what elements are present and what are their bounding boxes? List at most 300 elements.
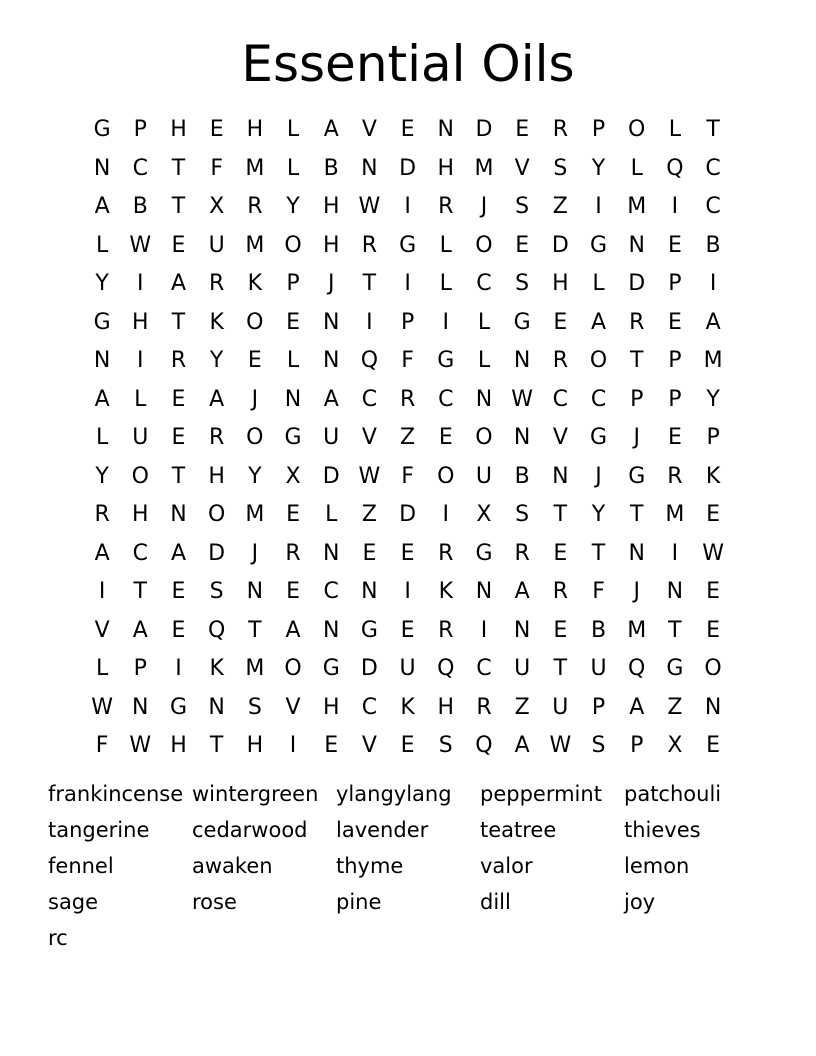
grid-letter: P (630, 733, 644, 759)
grid-letter: A (94, 386, 110, 412)
grid-letter: Q (207, 617, 226, 643)
grid-letter: V (94, 617, 110, 643)
grid-letter: V (514, 155, 530, 181)
grid-letter: Z (552, 194, 568, 220)
grid-letter: P (630, 386, 644, 412)
grid-letter: K (209, 656, 224, 682)
word-list-item: tangerine (48, 818, 150, 842)
grid-letter: E (324, 733, 339, 759)
grid-letter: W (129, 232, 152, 258)
grid-letter: E (400, 117, 415, 143)
grid-letter: N (322, 348, 340, 374)
grid-letter: B (590, 617, 607, 643)
grid-letter: C (590, 386, 607, 412)
grid-letter: A (94, 194, 110, 220)
grid-letter: H (246, 117, 264, 143)
grid-letter: N (628, 540, 645, 566)
grid-letter: H (552, 271, 569, 297)
grid-letter: M (627, 617, 647, 643)
grid-letter: W (91, 694, 113, 720)
grid-letter: P (706, 425, 720, 451)
grid-letter: U (132, 425, 149, 451)
grid-letter: P (286, 271, 300, 297)
grid-letter: K (400, 694, 415, 720)
grid-letter: U (552, 694, 569, 720)
grid-letter: Q (628, 656, 646, 682)
grid-letter: D (322, 463, 340, 489)
grid-letter: O (589, 348, 608, 374)
grid-letter: G (360, 617, 378, 643)
grid-letter: P (591, 694, 606, 720)
grid-letter: A (94, 540, 110, 566)
grid-letter: V (361, 117, 377, 143)
grid-letter: C (705, 155, 721, 181)
grid-letter: L (134, 386, 147, 412)
grid-letter: I (404, 194, 411, 220)
grid-letter: U (475, 463, 493, 489)
grid-letter: T (629, 348, 644, 374)
word-list-item: dill (480, 890, 511, 914)
grid-letter: Z (667, 694, 683, 720)
grid-letter: I (404, 579, 411, 605)
grid-letter: G (437, 348, 455, 374)
grid-letter: Y (248, 463, 262, 489)
grid-letter: I (289, 733, 297, 759)
grid-letter: W (511, 386, 534, 412)
grid-letter: J (480, 194, 488, 220)
grid-letter: W (358, 463, 381, 489)
grid-letter: T (362, 271, 377, 297)
grid-letter: G (590, 425, 608, 451)
grid-letter: S (209, 579, 224, 605)
grid-letter: A (323, 117, 339, 143)
grid-letter: N (170, 502, 187, 528)
grid-letter: O (131, 463, 149, 489)
grid-letter: O (628, 117, 646, 143)
grid-letter: I (366, 309, 373, 335)
grid-letter: E (553, 540, 568, 566)
word-list-item: thieves (624, 818, 701, 842)
grid-letter: M (665, 502, 685, 528)
grid-letter: M (245, 502, 265, 528)
grid-letter: T (668, 617, 682, 643)
grid-letter: P (133, 656, 147, 682)
grid-letter: S (247, 694, 262, 720)
grid-letter: N (552, 463, 569, 489)
word-list-item: lemon (624, 854, 690, 878)
grid-letter: G (169, 694, 187, 720)
grid-letter: A (285, 617, 301, 643)
grid-letter: T (171, 194, 186, 220)
grid-letter: Y (209, 348, 224, 374)
grid-letter: C (132, 155, 148, 181)
grid-letter: M (474, 155, 494, 181)
grid-letter: N (513, 425, 531, 451)
grid-letter: B (323, 155, 339, 181)
letter-grid (83, 111, 732, 766)
grid-letter: D (208, 540, 226, 566)
grid-letter: E (515, 232, 530, 258)
grid-letter: Y (591, 502, 606, 528)
grid-letter: I (442, 502, 450, 528)
grid-letter: H (246, 733, 264, 759)
grid-letter: P (400, 309, 415, 335)
grid-letter: D (628, 271, 646, 297)
grid-letter: I (442, 309, 450, 335)
grid-letter: N (513, 348, 531, 374)
grid-letter: O (475, 425, 493, 451)
grid-letter: Y (706, 386, 720, 412)
grid-letter: N (93, 348, 111, 374)
grid-letter: E (286, 502, 300, 528)
grid-letter: W (129, 733, 152, 759)
grid-letter: X (476, 502, 492, 528)
grid-letter: A (514, 733, 530, 759)
grid-letter: R (399, 386, 416, 412)
grid-letter: D (399, 155, 417, 181)
grid-letter: C (476, 271, 492, 297)
grid-letter: J (251, 540, 259, 566)
grid-letter: G (399, 232, 417, 258)
grid-letter: N (322, 540, 340, 566)
grid-letter: A (132, 617, 148, 643)
grid-letter: E (667, 309, 682, 335)
grid-letter: O (207, 502, 226, 528)
grid-letter: E (438, 425, 453, 451)
grid-letter: R (170, 348, 187, 374)
grid-letter: A (170, 540, 186, 566)
grid-letter: K (438, 579, 453, 605)
grid-letter: R (629, 309, 645, 335)
grid-letter: N (208, 694, 225, 720)
grid-letter: R (667, 463, 683, 489)
grid-letter: T (629, 502, 644, 528)
grid-letter: V (361, 425, 377, 451)
grid-letter: E (286, 309, 300, 335)
grid-letter: N (628, 232, 645, 258)
grid-letter: Y (95, 463, 109, 489)
grid-letter: G (666, 656, 684, 682)
word-list-item: wintergreen (192, 782, 319, 806)
word-list-item: thyme (336, 854, 404, 878)
grid-letter: G (475, 540, 493, 566)
grid-letter: S (515, 271, 530, 297)
grid-letter: G (628, 463, 646, 489)
page-title: Essential Oils (241, 35, 575, 93)
grid-letter: D (475, 117, 493, 143)
grid-letter: A (514, 579, 530, 605)
word-list-item: valor (480, 854, 533, 878)
grid-letter: Q (360, 348, 379, 374)
grid-letter: H (322, 694, 340, 720)
grid-letter: E (286, 579, 300, 605)
grid-letter: R (361, 232, 378, 258)
grid-letter: I (480, 617, 488, 643)
grid-letter: N (322, 309, 340, 335)
grid-letter: F (592, 579, 605, 605)
grid-letter: A (209, 386, 225, 412)
grid-letter: D (399, 502, 417, 528)
grid-letter: E (667, 425, 682, 451)
grid-letter: C (705, 194, 721, 220)
grid-letter: A (629, 694, 645, 720)
word-list-item: joy (624, 890, 656, 914)
grid-letter: V (552, 425, 568, 451)
grid-letter: K (247, 271, 263, 297)
grid-letter: T (553, 656, 568, 682)
grid-letter: X (285, 463, 301, 489)
grid-letter: V (285, 694, 301, 720)
grid-letter: T (553, 502, 568, 528)
grid-letter: O (704, 656, 722, 682)
grid-letter: E (706, 579, 721, 605)
grid-letter: C (361, 386, 378, 412)
word-list-item: peppermint (480, 782, 602, 806)
grid-letter: W (358, 194, 381, 220)
grid-letter: L (630, 155, 643, 181)
grid-letter: X (667, 733, 683, 759)
grid-letter: R (514, 540, 530, 566)
grid-letter: E (171, 232, 186, 258)
grid-letter: E (553, 617, 568, 643)
grid-letter: P (133, 117, 147, 143)
grid-letter: L (95, 425, 109, 451)
grid-letter: I (175, 656, 182, 682)
grid-letter: T (171, 463, 186, 489)
grid-letter: H (170, 117, 187, 143)
grid-letter: C (476, 656, 492, 682)
grid-letter: B (705, 232, 721, 258)
grid-letter: O (284, 232, 302, 258)
grid-letter: P (591, 117, 606, 143)
grid-letter: N (246, 579, 264, 605)
grid-letter: Y (286, 194, 300, 220)
grid-letter: O (246, 425, 264, 451)
grid-letter: I (709, 271, 717, 297)
word-list-item: frankincense (48, 782, 184, 806)
grid-letter: X (209, 194, 225, 220)
grid-letter: N (666, 579, 684, 605)
grid-letter: H (322, 232, 340, 258)
grid-letter: N (704, 694, 722, 720)
grid-letter: K (705, 463, 721, 489)
grid-letter: O (475, 232, 493, 258)
grid-letter: H (437, 694, 455, 720)
word-list-item: lavender (336, 818, 429, 842)
grid-letter: N (361, 155, 378, 181)
grid-letter: Q (666, 155, 684, 181)
grid-letter: L (439, 271, 452, 297)
grid-letter: S (591, 733, 606, 759)
grid-letter: R (209, 271, 225, 297)
grid-letter: G (284, 425, 302, 451)
grid-letter: L (286, 155, 300, 181)
grid-letter: E (171, 579, 186, 605)
word-list-item: rose (192, 890, 237, 914)
word-list-item: cedarwood (192, 818, 308, 842)
grid-letter: E (553, 309, 568, 335)
grid-letter: H (132, 502, 149, 528)
word-list-item: patchouli (624, 782, 722, 806)
grid-letter: U (514, 656, 531, 682)
grid-letter: L (286, 348, 300, 374)
grid-letter: L (668, 117, 682, 143)
grid-letter: Q (437, 656, 455, 682)
grid-letter: R (247, 194, 263, 220)
grid-letter: H (208, 463, 225, 489)
grid-letter: O (284, 656, 302, 682)
grid-letter: N (132, 694, 149, 720)
grid-letter: R (476, 694, 492, 720)
grid-letter: C (361, 694, 378, 720)
grid-letter: U (590, 656, 607, 682)
grid-letter: I (671, 194, 679, 220)
grid-letter: G (93, 117, 111, 143)
grid-letter: S (553, 155, 568, 181)
grid-letter: P (668, 348, 682, 374)
grid-letter: N (361, 579, 378, 605)
word-list-item: teatree (480, 818, 557, 842)
grid-letter: T (248, 617, 262, 643)
grid-letter: R (94, 502, 110, 528)
grid-letter: M (627, 194, 647, 220)
grid-letter: L (95, 232, 109, 258)
grid-letter: R (552, 348, 568, 374)
grid-letter: E (515, 117, 530, 143)
grid-letter: A (323, 386, 339, 412)
grid-letter: I (137, 271, 144, 297)
word-list-item: pine (336, 890, 382, 914)
grid-letter: T (171, 309, 186, 335)
grid-letter: J (633, 579, 640, 605)
grid-letter: G (322, 656, 340, 682)
grid-letter: C (132, 540, 148, 566)
grid-letter: A (705, 309, 721, 335)
grid-letter: M (703, 348, 723, 374)
grid-letter: L (439, 232, 452, 258)
grid-letter: T (171, 155, 186, 181)
grid-letter: T (706, 117, 720, 143)
grid-letter: T (209, 733, 224, 759)
grid-letter: E (400, 733, 415, 759)
grid-letter: R (438, 194, 454, 220)
grid-letter: E (400, 540, 415, 566)
word-list-item: awaken (192, 854, 273, 878)
grid-letter: M (245, 656, 265, 682)
grid-letter: L (286, 117, 300, 143)
grid-letter: N (437, 117, 455, 143)
grid-letter: E (667, 232, 682, 258)
grid-letter: R (552, 117, 568, 143)
grid-letter: U (399, 656, 416, 682)
grid-letter: J (327, 271, 335, 297)
grid-letter: E (362, 540, 377, 566)
grid-letter: J (595, 463, 602, 489)
grid-letter: H (322, 194, 340, 220)
grid-letter: T (133, 579, 147, 605)
grid-letter: R (438, 617, 454, 643)
grid-letter: L (477, 348, 491, 374)
word-list-item: sage (48, 890, 99, 914)
grid-letter: H (132, 309, 149, 335)
grid-letter: W (549, 733, 572, 759)
grid-letter: I (137, 348, 144, 374)
grid-letter: E (706, 733, 721, 759)
grid-letter: L (325, 502, 338, 528)
grid-letter: J (633, 425, 640, 451)
grid-letter: E (171, 425, 186, 451)
grid-letter: N (93, 155, 111, 181)
grid-letter: G (513, 309, 531, 335)
grid-letter: F (401, 463, 414, 489)
grid-letter: D (360, 656, 378, 682)
grid-letter: S (515, 502, 530, 528)
grid-letter: I (404, 271, 411, 297)
grid-letter: Q (475, 733, 493, 759)
grid-letter: E (247, 348, 262, 374)
grid-letter: Z (361, 502, 377, 528)
grid-letter: B (514, 463, 530, 489)
grid-letter: F (95, 733, 109, 759)
grid-letter: Y (95, 271, 109, 297)
grid-letter: R (209, 425, 225, 451)
grid-letter: H (170, 733, 187, 759)
grid-letter: R (438, 540, 454, 566)
grid-letter: O (437, 463, 455, 489)
grid-letter: N (475, 579, 493, 605)
grid-letter: R (285, 540, 301, 566)
grid-letter: L (592, 271, 605, 297)
grid-letter: N (475, 386, 493, 412)
grid-letter: S (438, 733, 453, 759)
grid-letter: Y (591, 155, 606, 181)
grid-letter: C (323, 579, 339, 605)
grid-letter: L (95, 656, 109, 682)
grid-letter: G (590, 232, 608, 258)
grid-letter: Z (400, 425, 416, 451)
grid-letter: J (251, 386, 259, 412)
grid-letter: E (400, 617, 415, 643)
word-list-item: rc (48, 926, 68, 950)
grid-letter: E (706, 502, 721, 528)
word-list (48, 776, 768, 956)
grid-letter: Z (514, 694, 530, 720)
grid-letter: A (591, 309, 607, 335)
grid-letter: B (132, 194, 148, 220)
word-list-item: fennel (48, 854, 114, 878)
grid-letter: E (171, 617, 186, 643)
grid-letter: V (361, 733, 377, 759)
grid-letter: K (209, 309, 224, 335)
grid-letter: M (245, 155, 265, 181)
grid-letter: I (595, 194, 602, 220)
grid-letter: R (552, 579, 568, 605)
grid-letter: A (170, 271, 186, 297)
grid-letter: L (477, 309, 491, 335)
grid-letter: O (246, 309, 264, 335)
grid-letter: T (591, 540, 606, 566)
grid-letter: I (671, 540, 679, 566)
grid-letter: C (438, 386, 454, 412)
grid-letter: N (513, 617, 531, 643)
grid-letter: M (245, 232, 265, 258)
grid-letter: S (515, 194, 530, 220)
grid-letter: E (706, 617, 721, 643)
grid-letter: C (552, 386, 569, 412)
grid-letter: W (702, 540, 724, 566)
grid-letter: H (437, 155, 455, 181)
grid-letter: E (171, 386, 186, 412)
